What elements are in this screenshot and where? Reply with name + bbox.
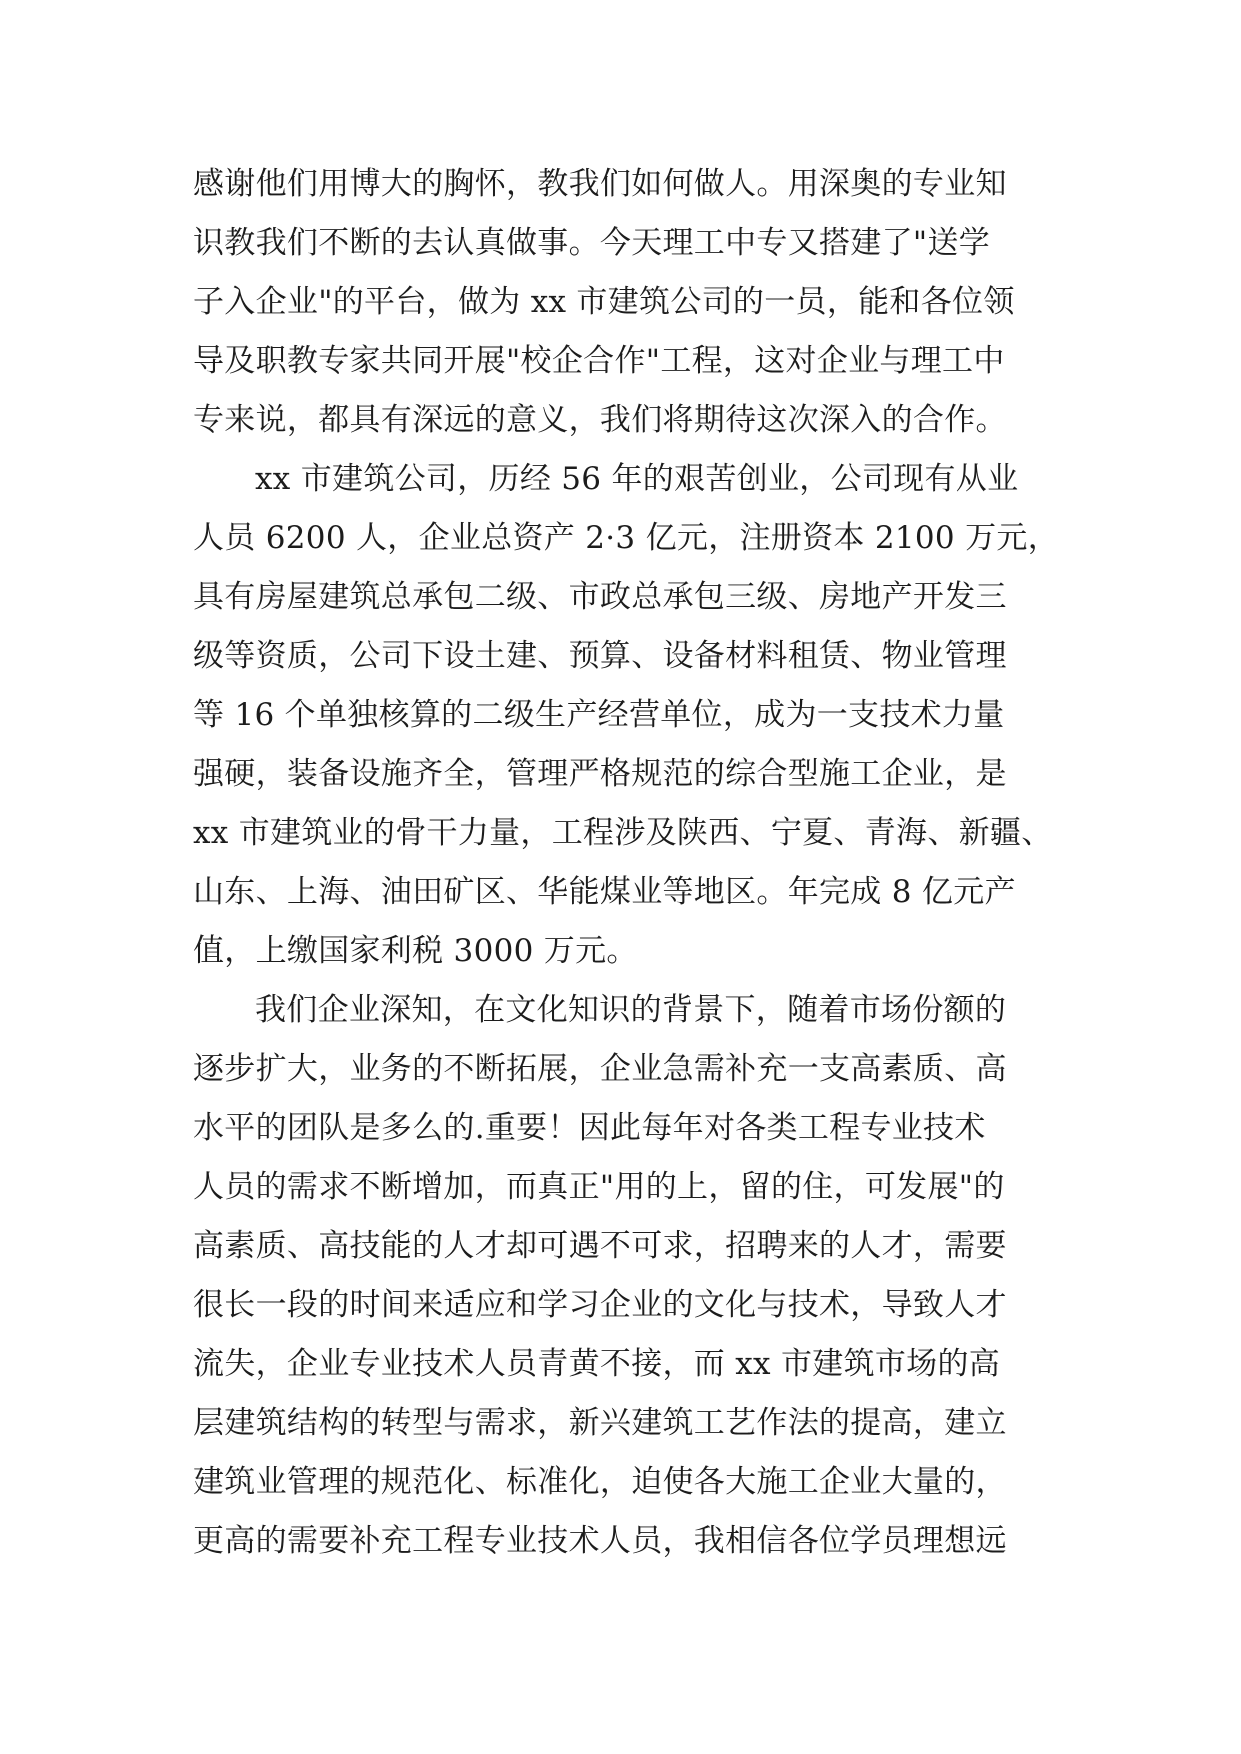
text-line: 更高的需要补充工程专业技术人员，我相信各位学员理想远 (193, 1523, 1007, 1559)
text-line: 建筑业管理的规范化、标准化，迫使各大施工企业大量的， (193, 1464, 1007, 1500)
text-line: 高素质、高技能的人才却可遇不可求，招聘来的人才，需要 (193, 1228, 1007, 1264)
text-line: 流失，企业专业技术人员青黄不接，而 xx 市建筑市场的高 (193, 1346, 1001, 1382)
text-line: 逐步扩大，业务的不断拓展，企业急需补充一支高素质、高 (193, 1051, 1007, 1087)
paragraph-1 (193, 155, 1058, 450)
text-line: 人员 6200 人，企业总资产 2·3 亿元，注册资本 2100 万元， (193, 520, 1060, 556)
paragraph-2 (193, 450, 1058, 981)
text-line: 我们企业深知，在文化知识的背景下，随着市场份额的 (255, 992, 1007, 1028)
text-line: 级等资质，公司下设土建、预算、设备材料租赁、物业管理 (193, 638, 1007, 674)
text-line: 等 16 个单独核算的二级生产经营单位，成为一支技术力量 (193, 697, 1005, 733)
text-line: 水平的团队是多么的.重要！因此每年对各类工程专业技术 (193, 1110, 986, 1146)
text-line: 专来说，都具有深远的意义，我们将期待这次深入的合作。 (193, 402, 1007, 438)
text-line: 具有房屋建筑总承包二级、市政总承包三级、房地产开发三 (193, 579, 1007, 615)
paragraph-3 (193, 981, 1058, 1571)
text-line: 感谢他们用博大的胸怀，教我们如何做人。用深奥的专业知 (193, 166, 1007, 202)
text-line: xx 市建筑业的骨干力量，工程涉及陕西、宁夏、青海、新疆、 (193, 815, 1053, 851)
text-line: xx 市建筑公司，历经 56 年的艰苦创业，公司现有从业 (255, 461, 1019, 497)
text-line: 层建筑结构的转型与需求，新兴建筑工艺作法的提高，建立 (193, 1405, 1007, 1441)
text-line: 值，上缴国家利税 3000 万元。 (193, 933, 638, 969)
text-line: 导及职教专家共同开展"校企合作"工程，这对企业与理工中 (193, 343, 1005, 379)
text-line: 人员的需求不断增加，而真正"用的上，留的住，可发展"的 (193, 1169, 1005, 1205)
text-line: 山东、上海、油田矿区、华能煤业等地区。年完成 8 亿元产 (193, 874, 1016, 910)
text-line: 识教我们不断的去认真做事。今天理工中专又搭建了"送学 (193, 225, 991, 261)
text-line: 很长一段的时间来适应和学习企业的文化与技术，导致人才 (193, 1287, 1007, 1323)
text-line: 强硬，装备设施齐全，管理严格规范的综合型施工企业，是 (193, 756, 1007, 792)
text-line: 子入企业"的平台，做为 xx 市建筑公司的一员，能和各位领 (193, 284, 1015, 320)
document-body (193, 155, 1058, 1571)
